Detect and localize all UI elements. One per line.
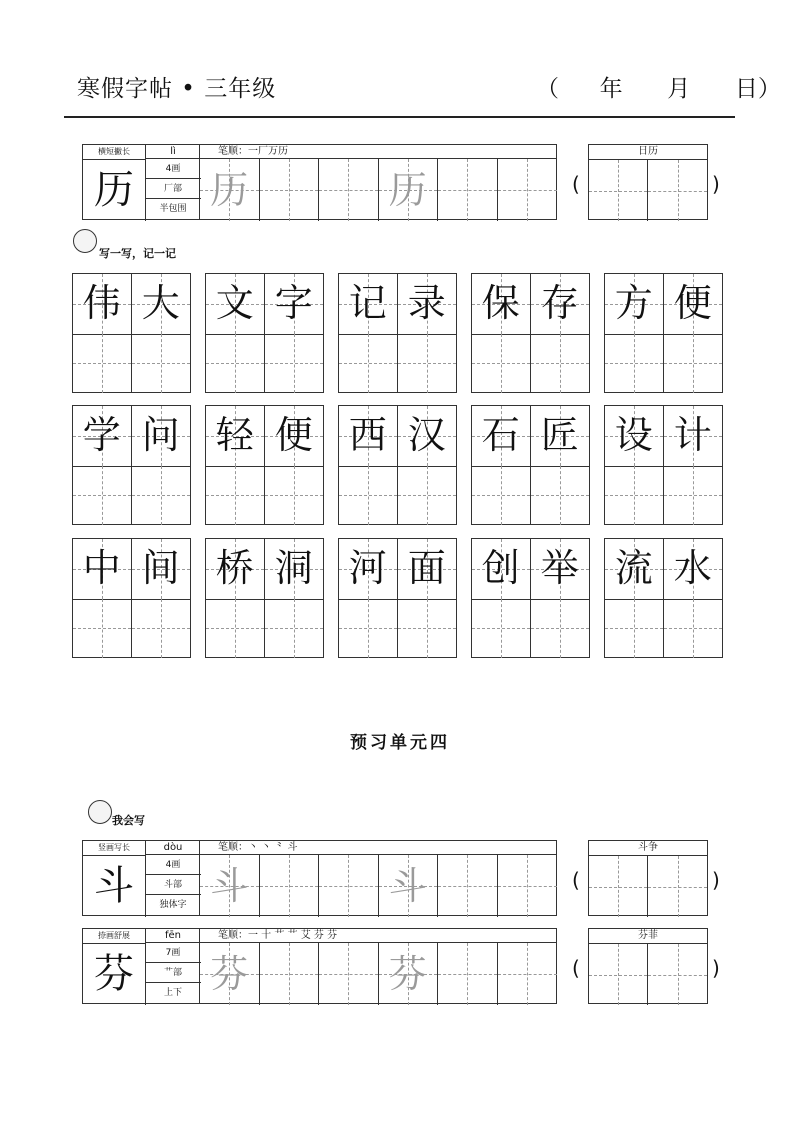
model-row <box>73 274 190 335</box>
model-row <box>472 539 589 600</box>
write-cell[interactable] <box>73 334 132 394</box>
write-cell[interactable] <box>664 466 723 526</box>
model-cell <box>605 539 664 599</box>
practice-word-box <box>338 538 457 658</box>
stroke-count: 7画 <box>145 943 201 963</box>
practice-character: 保 <box>481 281 520 325</box>
practice-character: 录 <box>407 281 446 325</box>
model-cell <box>664 274 723 334</box>
practice-character: 河 <box>348 546 387 590</box>
word-cell[interactable] <box>648 160 707 221</box>
write-cell[interactable] <box>206 466 265 526</box>
write-cell[interactable] <box>664 599 723 659</box>
model-cell <box>132 406 191 466</box>
writing-row <box>472 466 589 526</box>
practice-character: 西 <box>348 413 387 457</box>
character-info <box>82 840 200 916</box>
practice-word-box <box>604 405 723 525</box>
write-cell[interactable] <box>73 466 132 526</box>
practice-character: 创 <box>481 546 520 590</box>
practice-character: 设 <box>614 413 653 457</box>
write-cell[interactable] <box>605 466 664 526</box>
writing-row <box>472 334 589 394</box>
practice-word-box <box>604 273 723 393</box>
write-cell[interactable] <box>265 599 324 659</box>
model-cell <box>339 274 398 334</box>
write-cell[interactable] <box>498 159 558 221</box>
write-cell[interactable] <box>379 159 439 221</box>
model-cell <box>398 274 457 334</box>
paren-close: ) <box>712 956 720 980</box>
practice-character: 问 <box>141 413 180 457</box>
write-cell[interactable] <box>339 466 398 526</box>
model-cell <box>73 274 132 334</box>
practice-character: 方 <box>614 281 653 325</box>
writing-row <box>605 599 722 659</box>
write-cell[interactable] <box>265 334 324 394</box>
write-cell[interactable] <box>498 943 558 1005</box>
model-cell <box>265 274 324 334</box>
tracing-grid <box>200 928 557 1004</box>
model-row <box>206 274 323 335</box>
practice-character: 匠 <box>540 413 579 457</box>
trace-character: 历 <box>210 168 249 212</box>
model-cell <box>472 539 531 599</box>
practice-character: 石 <box>481 413 520 457</box>
trace-cell[interactable] <box>200 159 260 221</box>
write-cell[interactable] <box>472 466 531 526</box>
practice-character: 洞 <box>274 546 313 590</box>
word-box <box>588 840 708 916</box>
model-cell <box>265 406 324 466</box>
write-cell[interactable] <box>379 943 439 1005</box>
model-row <box>339 406 456 467</box>
write-cell[interactable] <box>438 855 498 917</box>
model-cell <box>398 406 457 466</box>
model-cell <box>206 406 265 466</box>
model-row <box>73 539 190 600</box>
section-label: 写一写，记一记 <box>99 247 176 260</box>
model-cell <box>605 406 664 466</box>
model-cell <box>339 539 398 599</box>
write-cell[interactable] <box>438 159 498 221</box>
model-cell <box>531 406 590 466</box>
model-cell <box>531 274 590 334</box>
practice-word-box <box>72 405 191 525</box>
writing-tip: 竖画写长 <box>83 841 146 856</box>
writing-tip: 捺画舒展 <box>83 929 146 944</box>
write-cell[interactable] <box>664 334 723 394</box>
paren-open: ( <box>572 956 580 980</box>
practice-character: 面 <box>407 546 446 590</box>
practice-character: 中 <box>82 546 121 590</box>
write-cell[interactable] <box>260 943 320 1005</box>
word-box <box>588 144 708 220</box>
word-label: 芬菲 <box>589 929 707 944</box>
model-row <box>73 406 190 467</box>
trace-character: 芬 <box>210 952 249 996</box>
write-cell[interactable] <box>260 855 320 917</box>
practice-character: 文 <box>215 281 254 325</box>
practice-word-box <box>72 538 191 658</box>
practice-word-box <box>205 538 324 658</box>
practice-character: 记 <box>348 281 387 325</box>
model-row <box>339 274 456 335</box>
word-label: 斗争 <box>589 841 707 856</box>
page-title: 寒假字帖 • 三年级 <box>77 76 277 102</box>
practice-word-box <box>471 273 590 393</box>
write-cell[interactable] <box>206 599 265 659</box>
mascot-icon <box>88 800 112 824</box>
writing-row <box>73 599 190 659</box>
model-cell <box>664 406 723 466</box>
character-info <box>82 144 200 220</box>
practice-character: 计 <box>673 413 712 457</box>
paren-open: ( <box>572 172 580 196</box>
model-cell <box>398 539 457 599</box>
model-cell <box>605 274 664 334</box>
model-cell <box>132 274 191 334</box>
day-label: 日） <box>734 76 781 102</box>
tracing-grid <box>200 144 557 220</box>
model-cell <box>132 539 191 599</box>
word-cell[interactable] <box>589 944 648 1005</box>
writing-row <box>206 466 323 526</box>
write-cell[interactable] <box>398 599 457 659</box>
write-cell[interactable] <box>498 855 558 917</box>
structure: 半包围 <box>159 204 187 214</box>
model-row <box>206 406 323 467</box>
writing-row <box>605 334 722 394</box>
practice-character: 学 <box>82 413 121 457</box>
practice-word-box <box>604 538 723 658</box>
practice-word-box <box>471 405 590 525</box>
write-cell[interactable] <box>260 159 320 221</box>
write-cell[interactable] <box>132 599 191 659</box>
model-cell <box>265 539 324 599</box>
model-cell <box>531 539 590 599</box>
trace-character: 斗 <box>210 864 249 908</box>
model-row <box>472 274 589 335</box>
write-cell[interactable] <box>265 466 324 526</box>
writing-row <box>73 334 190 394</box>
unit-title: 预习单元四 <box>350 733 450 753</box>
practice-character: 流 <box>614 546 653 590</box>
model-row <box>605 539 722 600</box>
practice-character: 便 <box>673 281 712 325</box>
date-field <box>536 70 781 103</box>
trace-character: 历 <box>388 168 427 212</box>
writing-row <box>339 334 456 394</box>
write-cell[interactable] <box>73 599 132 659</box>
year-label: 年 <box>599 76 623 102</box>
write-cell[interactable] <box>339 334 398 394</box>
model-cell <box>73 539 132 599</box>
write-cell[interactable] <box>132 334 191 394</box>
structure: 独体字 <box>159 900 187 910</box>
radical: 厂部 <box>145 179 201 199</box>
stroke-order: 笔顺：一 十 艹 艹 艾 芬 芬 <box>200 929 556 943</box>
stroke-order: 笔顺：丶 丶 ⺀ 斗 <box>200 841 556 855</box>
practice-word-box <box>338 273 457 393</box>
write-cell[interactable] <box>472 599 531 659</box>
structure: 上下 <box>163 988 182 998</box>
practice-word-box <box>338 405 457 525</box>
model-cell <box>206 274 265 334</box>
practice-character: 汉 <box>407 413 446 457</box>
practice-character: 大 <box>141 281 180 325</box>
writing-row <box>472 599 589 659</box>
writing-row <box>206 599 323 659</box>
word-cell[interactable] <box>589 856 648 917</box>
writing-row <box>339 466 456 526</box>
paren-close: ) <box>712 868 720 892</box>
trace-cell[interactable] <box>200 943 260 1005</box>
word-cell[interactable] <box>648 856 707 917</box>
practice-character: 水 <box>673 546 712 590</box>
writing-row <box>339 599 456 659</box>
write-cell[interactable] <box>206 334 265 394</box>
practice-word-box <box>471 538 590 658</box>
pinyin: lì <box>145 145 201 159</box>
model-character: 斗 <box>83 855 146 917</box>
stroke-order: 笔顺：一厂万历 <box>200 145 556 159</box>
write-cell[interactable] <box>398 334 457 394</box>
word-cell[interactable] <box>589 160 648 221</box>
trace-character: 芬 <box>388 952 427 996</box>
practice-character: 伟 <box>82 281 121 325</box>
write-cell[interactable] <box>339 599 398 659</box>
model-row <box>472 406 589 467</box>
month-label: 月 <box>667 76 691 102</box>
paren-open: ( <box>572 868 580 892</box>
model-cell <box>472 274 531 334</box>
model-character: 芬 <box>83 943 146 1005</box>
practice-character: 间 <box>141 546 180 590</box>
practice-word-box <box>205 405 324 525</box>
model-row <box>339 539 456 600</box>
practice-word-box <box>205 273 324 393</box>
write-cell[interactable] <box>472 334 531 394</box>
tracing-grid <box>200 840 557 916</box>
write-cell[interactable] <box>531 466 590 526</box>
writing-row <box>605 466 722 526</box>
word-cell[interactable] <box>648 944 707 1005</box>
mascot-icon <box>73 229 97 253</box>
practice-character: 轻 <box>215 413 254 457</box>
write-cell[interactable] <box>531 599 590 659</box>
word-label: 日历 <box>589 145 707 160</box>
pinyin: dòu <box>145 841 201 855</box>
writing-tip: 横短撇长 <box>83 145 146 160</box>
write-cell[interactable] <box>319 159 379 221</box>
model-cell <box>73 406 132 466</box>
practice-character: 字 <box>274 281 313 325</box>
write-cell[interactable] <box>605 599 664 659</box>
character-info <box>82 928 200 1004</box>
write-cell[interactable] <box>379 855 439 917</box>
write-cell[interactable] <box>398 466 457 526</box>
word-box <box>588 928 708 1004</box>
header-divider <box>64 116 735 118</box>
model-row <box>605 274 722 335</box>
practice-character: 存 <box>540 281 579 325</box>
radical: 艹部 <box>145 963 201 983</box>
model-cell <box>664 539 723 599</box>
writing-row <box>206 334 323 394</box>
practice-character: 桥 <box>215 546 254 590</box>
radical: 斗部 <box>145 875 201 895</box>
model-cell <box>206 539 265 599</box>
write-cell[interactable] <box>438 943 498 1005</box>
model-character: 历 <box>83 159 146 221</box>
character-card-dou <box>82 840 722 916</box>
write-cell[interactable] <box>319 855 379 917</box>
write-cell[interactable] <box>319 943 379 1005</box>
section-label: 我会写 <box>112 814 145 827</box>
character-card-fen <box>82 928 722 1004</box>
write-cell[interactable] <box>132 466 191 526</box>
practice-character: 举 <box>540 546 579 590</box>
write-cell[interactable] <box>605 334 664 394</box>
stroke-count: 4画 <box>145 855 201 875</box>
practice-character: 便 <box>274 413 313 457</box>
write-cell[interactable] <box>531 334 590 394</box>
trace-cell[interactable] <box>200 855 260 917</box>
paren-close: ) <box>712 172 720 196</box>
model-row <box>206 539 323 600</box>
writing-row <box>73 466 190 526</box>
stroke-count: 4画 <box>145 159 201 179</box>
date-open-paren: （ <box>536 76 559 102</box>
pinyin: fēn <box>145 929 201 943</box>
model-row <box>605 406 722 467</box>
model-cell <box>472 406 531 466</box>
character-card-li <box>82 144 722 220</box>
model-cell <box>339 406 398 466</box>
trace-character: 斗 <box>388 864 427 908</box>
practice-word-box <box>72 273 191 393</box>
